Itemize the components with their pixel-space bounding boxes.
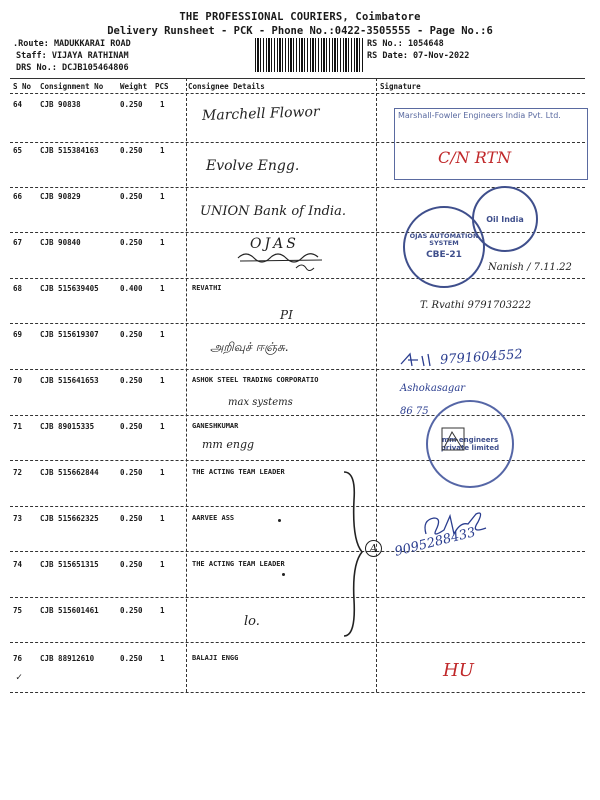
row-consignment: CJB 515641653 xyxy=(40,376,99,385)
row-sno: 70 xyxy=(13,376,23,385)
row-sno: 71 xyxy=(13,422,23,431)
row-consignment: CJB 515662325 xyxy=(40,514,99,523)
column-header-consignment: Consignment No xyxy=(40,82,104,91)
row-divider xyxy=(10,642,585,643)
row-sno: 73 xyxy=(13,514,23,523)
row-weight: 0.250 xyxy=(120,238,143,247)
row-sno: 64 xyxy=(13,100,23,109)
handwritten-consignee: PI xyxy=(280,308,293,322)
row-pcs: 1 xyxy=(160,284,165,293)
row-divider xyxy=(10,278,585,279)
row-pcs: 1 xyxy=(160,330,165,339)
handwritten-consignee: mm engg xyxy=(202,438,255,451)
row-sno: 65 xyxy=(13,146,23,155)
scribble-mark xyxy=(236,248,346,278)
column-header-sno: S No xyxy=(13,82,32,91)
runsheet-title: THE PROFESSIONAL COURIERS, Coimbatore xyxy=(179,11,421,23)
row-pcs: 1 xyxy=(160,146,165,155)
row-divider xyxy=(10,369,585,370)
mm-logo-icon xyxy=(440,426,466,452)
row-consignee: BALAJI ENGG xyxy=(192,654,239,662)
row-sno: 67 xyxy=(13,238,23,247)
row-consignment: CJB 515639405 xyxy=(40,284,99,293)
staff-label: Staff: VIJAYA RATHINAM xyxy=(16,51,129,61)
row-pcs: 1 xyxy=(160,560,165,569)
row-consignee: THE ACTING TEAM LEADER xyxy=(192,560,285,568)
row-weight: 0.250 xyxy=(120,192,143,201)
row-divider xyxy=(10,323,585,324)
row-weight: 0.250 xyxy=(120,100,143,109)
row-pcs: 1 xyxy=(160,238,165,247)
row-weight: 0.250 xyxy=(120,560,143,569)
circled-a-mark: A xyxy=(365,540,382,557)
row-pcs: 1 xyxy=(160,192,165,201)
revathi-signature: T. Rvathi 9791703222 xyxy=(420,300,532,311)
row-sno: 76 xyxy=(13,654,23,663)
row-sno: 75 xyxy=(13,606,23,615)
signature-row-70: Ashokasagar xyxy=(400,383,466,394)
column-header-weight: Weight xyxy=(120,82,148,91)
row-weight: 0.250 xyxy=(120,468,143,477)
marshall-stamp-text: Marshall-Fowler Engineers India Pvt. Ltd. xyxy=(398,111,561,120)
row-pcs: 1 xyxy=(160,606,165,615)
handwritten-consignee: max systems xyxy=(228,397,293,408)
phone-number-69: 9791604552 xyxy=(439,347,524,368)
row-consignment: CJB 515619307 xyxy=(40,330,99,339)
row-pcs: 1 xyxy=(160,514,165,523)
row-consignment: CJB 90838 xyxy=(40,100,81,109)
rs-date: RS Date: 07-Nov-2022 xyxy=(367,51,470,61)
row-sno: 74 xyxy=(13,560,23,569)
drs-number: DRS No.: DCJB105464806 xyxy=(16,63,129,73)
column-divider-signature xyxy=(376,78,377,692)
handwritten-consignee: OJAS xyxy=(250,236,299,252)
brace-bracket xyxy=(340,470,370,640)
handwritten-consignee: UNION Bank of India. xyxy=(200,204,346,219)
oil-india-stamp xyxy=(472,186,538,252)
row-weight: 0.250 xyxy=(120,330,143,339)
signature-scribble xyxy=(398,348,438,372)
row-weight: 0.250 xyxy=(120,376,143,385)
mm-stamp-text: mm engineers private limited xyxy=(440,435,500,452)
column-divider-consignee xyxy=(186,78,187,692)
row-weight: 0.250 xyxy=(120,514,143,523)
row-weight: 0.250 xyxy=(120,146,143,155)
row-consignee: AARVEE ASS xyxy=(192,514,235,522)
ojas-stamp-center-text: CBE-21 xyxy=(426,250,462,261)
row-pcs: 1 xyxy=(160,422,165,431)
row-consignment: CJB 515662844 xyxy=(40,468,99,477)
row-weight: 0.250 xyxy=(120,654,143,663)
ink-dot xyxy=(278,519,281,522)
route-label: .Route: MADUKKARAI ROAD xyxy=(13,39,131,49)
marshall-stamp-box xyxy=(394,108,588,180)
row-pcs: 1 xyxy=(160,100,165,109)
barcode xyxy=(255,38,365,72)
row-consignment: CJB 89015335 xyxy=(40,422,95,431)
row-consignee: REVATHI xyxy=(192,284,222,292)
row-weight: 0.250 xyxy=(120,606,143,615)
row-sno: 69 xyxy=(13,330,23,339)
table-top-border xyxy=(10,78,585,79)
phone-number-group: 9095288433 xyxy=(393,525,478,560)
row-consignment: CJB 515384163 xyxy=(40,146,99,155)
row-consignment: CJB 90829 xyxy=(40,192,81,201)
row-pcs: 1 xyxy=(160,654,165,663)
tick-mark: ✓ xyxy=(16,672,23,683)
handwritten-consignee: Evolve Engg. xyxy=(206,158,300,174)
handwritten-consignee: அறிவுச் ஈஞ்சு. xyxy=(210,340,289,354)
row-consignee: GANESHKUMAR xyxy=(192,422,239,430)
row-sno: 66 xyxy=(13,192,23,201)
column-header-pcs: PCS xyxy=(155,82,169,91)
handwritten-consignee: lo. xyxy=(244,614,260,629)
row-weight: 0.250 xyxy=(120,422,143,431)
row-consignment: CJB 90840 xyxy=(40,238,81,247)
row-divider xyxy=(10,551,585,552)
runsheet-subtitle: Delivery Runsheet - PCK - Phone No.:0422-3505555 - Page No.:6 xyxy=(107,25,493,37)
row-sno: 72 xyxy=(13,468,23,477)
row-pcs: 1 xyxy=(160,468,165,477)
row-consignment: CJB 88912610 xyxy=(40,654,95,663)
row-divider xyxy=(10,506,585,507)
row-pcs: 1 xyxy=(160,376,165,385)
header-divider xyxy=(10,93,585,94)
row-divider xyxy=(10,597,585,598)
handwritten-consignee: Marchell Flowor xyxy=(201,103,320,125)
row-consignee: ASHOK STEEL TRADING CORPORATIO xyxy=(192,376,319,384)
row-consignment: CJB 515601461 xyxy=(40,606,99,615)
ojas-stamp-ring-text: OJAS AUTOMATION SYSTEM xyxy=(409,231,479,248)
phone-number-70: 86 75 xyxy=(400,406,429,417)
column-header-consignee: Consignee Details xyxy=(188,82,265,91)
rs-number: RS No.: 1054648 xyxy=(367,39,444,49)
row-weight: 0.400 xyxy=(120,284,143,293)
signature-row-76: HU xyxy=(443,660,474,681)
row-consignee: THE ACTING TEAM LEADER xyxy=(192,468,285,476)
cn-rtn-mark: C/N RTN xyxy=(438,148,512,167)
row-consignment: CJB 515651315 xyxy=(40,560,99,569)
ojas-signature-date: Nanish / 7.11.22 xyxy=(488,262,572,273)
ink-dot xyxy=(282,573,285,576)
row-sno: 68 xyxy=(13,284,23,293)
oil-india-stamp-text: Oil India xyxy=(486,214,524,224)
row-divider xyxy=(10,692,585,693)
column-header-signature: Signature xyxy=(380,82,421,91)
